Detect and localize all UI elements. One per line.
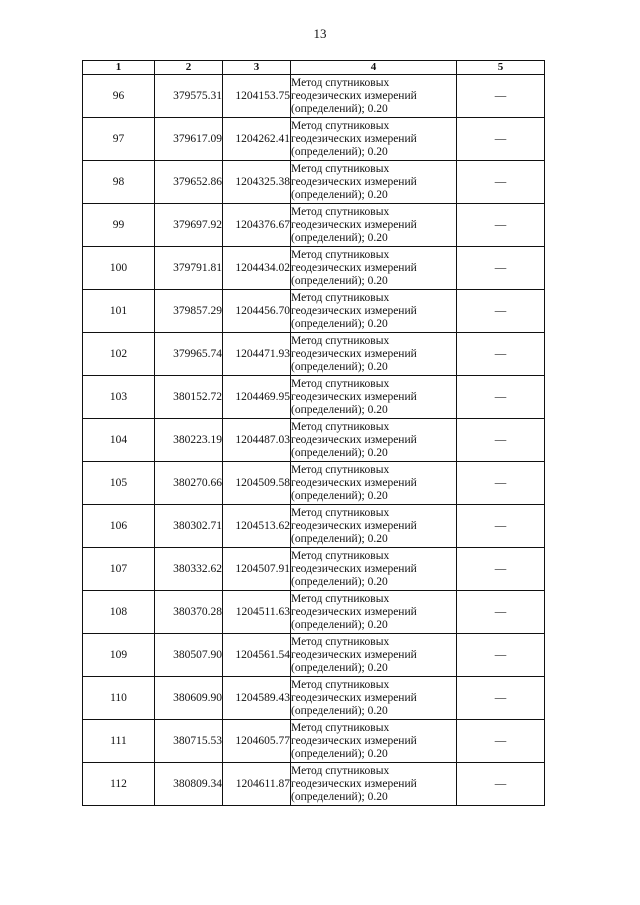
- method-line: геодезических измерений: [291, 476, 417, 489]
- method-cell: [291, 333, 457, 376]
- method-line: Метод спутниковых: [291, 549, 390, 562]
- x-coordinate-cell: 380223.19: [155, 419, 223, 462]
- note-cell: —: [457, 333, 545, 376]
- table-row: [83, 376, 545, 419]
- method-line: геодезических измерений: [291, 691, 417, 704]
- note-cell: —: [457, 419, 545, 462]
- method-cell: [291, 591, 457, 634]
- method-line: Метод спутниковых: [291, 162, 390, 175]
- note-cell: —: [457, 75, 545, 118]
- method-line: (определений); 0.20: [291, 704, 388, 717]
- method-line: геодезических измерений: [291, 734, 417, 747]
- method-line: Метод спутниковых: [291, 119, 390, 132]
- point-number-cell: 102: [83, 333, 155, 376]
- y-coordinate-cell: 1204262.41: [223, 118, 291, 161]
- y-coordinate-cell: 1204561.54: [223, 634, 291, 677]
- y-coordinate-cell: 1204513.62: [223, 505, 291, 548]
- point-number-cell: 100: [83, 247, 155, 290]
- method-line: (определений); 0.20: [291, 790, 388, 803]
- point-number-cell: 111: [83, 720, 155, 763]
- method-line: геодезических измерений: [291, 562, 417, 575]
- table-row: [83, 505, 545, 548]
- y-coordinate-cell: 1204376.67: [223, 204, 291, 247]
- method-line: (определений); 0.20: [291, 274, 388, 287]
- point-number-cell: 99: [83, 204, 155, 247]
- point-number-cell: 98: [83, 161, 155, 204]
- y-coordinate-cell: 1204487.03: [223, 419, 291, 462]
- x-coordinate-cell: 380715.53: [155, 720, 223, 763]
- point-number-cell: 103: [83, 376, 155, 419]
- point-number-cell: 105: [83, 462, 155, 505]
- table-row: [83, 634, 545, 677]
- method-cell: [291, 161, 457, 204]
- coordinates-table: [82, 60, 545, 806]
- method-line: геодезических измерений: [291, 519, 417, 532]
- x-coordinate-cell: 380609.90: [155, 677, 223, 720]
- method-line: (определений); 0.20: [291, 618, 388, 631]
- method-line: геодезических измерений: [291, 777, 417, 790]
- y-coordinate-cell: 1204611.87: [223, 763, 291, 806]
- table-header-row: [83, 61, 545, 75]
- column-header-4: 4: [291, 61, 457, 75]
- x-coordinate-cell: 379697.92: [155, 204, 223, 247]
- x-coordinate-cell: 380152.72: [155, 376, 223, 419]
- method-line: (определений); 0.20: [291, 532, 388, 545]
- note-cell: —: [457, 247, 545, 290]
- method-line: (определений); 0.20: [291, 145, 388, 158]
- method-line: геодезических измерений: [291, 605, 417, 618]
- column-header-2: 2: [155, 61, 223, 75]
- y-coordinate-cell: 1204511.63: [223, 591, 291, 634]
- point-number-cell: 108: [83, 591, 155, 634]
- method-line: Метод спутниковых: [291, 248, 390, 261]
- method-line: (определений); 0.20: [291, 188, 388, 201]
- method-line: Метод спутниковых: [291, 721, 390, 734]
- x-coordinate-cell: 379791.81: [155, 247, 223, 290]
- note-cell: —: [457, 591, 545, 634]
- method-line: геодезических измерений: [291, 347, 417, 360]
- method-line: (определений); 0.20: [291, 231, 388, 244]
- method-line: Метод спутниковых: [291, 420, 390, 433]
- table-row: [83, 677, 545, 720]
- table-row: [83, 75, 545, 118]
- method-cell: [291, 247, 457, 290]
- x-coordinate-cell: 379652.86: [155, 161, 223, 204]
- x-coordinate-cell: 379575.31: [155, 75, 223, 118]
- note-cell: —: [457, 118, 545, 161]
- y-coordinate-cell: 1204325.38: [223, 161, 291, 204]
- method-cell: [291, 720, 457, 763]
- y-coordinate-cell: 1204589.43: [223, 677, 291, 720]
- point-number-cell: 97: [83, 118, 155, 161]
- point-number-cell: 101: [83, 290, 155, 333]
- method-cell: [291, 462, 457, 505]
- x-coordinate-cell: 379617.09: [155, 118, 223, 161]
- note-cell: —: [457, 462, 545, 505]
- point-number-cell: 96: [83, 75, 155, 118]
- note-cell: —: [457, 505, 545, 548]
- method-cell: [291, 634, 457, 677]
- method-line: Метод спутниковых: [291, 506, 390, 519]
- note-cell: —: [457, 204, 545, 247]
- note-cell: —: [457, 290, 545, 333]
- point-number-cell: 110: [83, 677, 155, 720]
- note-cell: —: [457, 634, 545, 677]
- table-row: [83, 462, 545, 505]
- method-line: (определений); 0.20: [291, 403, 388, 416]
- table-row: [83, 763, 545, 806]
- column-header-3: 3: [223, 61, 291, 75]
- note-cell: —: [457, 763, 545, 806]
- method-line: геодезических измерений: [291, 175, 417, 188]
- table-row: [83, 419, 545, 462]
- x-coordinate-cell: 380302.71: [155, 505, 223, 548]
- page-number: 13: [313, 26, 327, 41]
- method-line: (определений); 0.20: [291, 446, 388, 459]
- point-number-cell: 106: [83, 505, 155, 548]
- method-line: Метод спутниковых: [291, 764, 390, 777]
- method-line: (определений); 0.20: [291, 489, 388, 502]
- method-line: геодезических измерений: [291, 261, 417, 274]
- method-line: геодезических измерений: [291, 304, 417, 317]
- method-line: Метод спутниковых: [291, 678, 390, 691]
- table-row: [83, 118, 545, 161]
- method-line: Метод спутниковых: [291, 291, 390, 304]
- method-line: Метод спутниковых: [291, 76, 390, 89]
- note-cell: —: [457, 677, 545, 720]
- method-cell: [291, 677, 457, 720]
- x-coordinate-cell: 380332.62: [155, 548, 223, 591]
- table-row: [83, 204, 545, 247]
- y-coordinate-cell: 1204509.58: [223, 462, 291, 505]
- table-row: [83, 333, 545, 376]
- table-row: [83, 161, 545, 204]
- x-coordinate-cell: 380809.34: [155, 763, 223, 806]
- method-line: (определений); 0.20: [291, 317, 388, 330]
- method-cell: [291, 376, 457, 419]
- point-number-cell: 107: [83, 548, 155, 591]
- table-body: [83, 75, 545, 806]
- method-cell: [291, 290, 457, 333]
- table-row: [83, 720, 545, 763]
- x-coordinate-cell: 379965.74: [155, 333, 223, 376]
- y-coordinate-cell: 1204507.91: [223, 548, 291, 591]
- method-line: Метод спутниковых: [291, 334, 390, 347]
- method-line: геодезических измерений: [291, 433, 417, 446]
- method-line: (определений); 0.20: [291, 102, 388, 115]
- method-cell: [291, 204, 457, 247]
- method-line: Метод спутниковых: [291, 592, 390, 605]
- method-line: геодезических измерений: [291, 218, 417, 231]
- note-cell: —: [457, 720, 545, 763]
- y-coordinate-cell: 1204153.75: [223, 75, 291, 118]
- method-line: (определений); 0.20: [291, 747, 388, 760]
- x-coordinate-cell: 380270.66: [155, 462, 223, 505]
- y-coordinate-cell: 1204605.77: [223, 720, 291, 763]
- column-header-1: 1: [83, 61, 155, 75]
- y-coordinate-cell: 1204471.93: [223, 333, 291, 376]
- x-coordinate-cell: 380507.90: [155, 634, 223, 677]
- method-line: геодезических измерений: [291, 89, 417, 102]
- method-line: геодезических измерений: [291, 390, 417, 403]
- table-row: [83, 591, 545, 634]
- note-cell: —: [457, 376, 545, 419]
- y-coordinate-cell: 1204469.95: [223, 376, 291, 419]
- table-row: [83, 548, 545, 591]
- method-cell: [291, 419, 457, 462]
- method-cell: [291, 548, 457, 591]
- point-number-cell: 109: [83, 634, 155, 677]
- method-cell: [291, 763, 457, 806]
- point-number-cell: 104: [83, 419, 155, 462]
- table-row: [83, 247, 545, 290]
- method-cell: [291, 118, 457, 161]
- method-line: Метод спутниковых: [291, 205, 390, 218]
- note-cell: —: [457, 161, 545, 204]
- method-line: (определений); 0.20: [291, 575, 388, 588]
- column-header-5: 5: [457, 61, 545, 75]
- method-line: (определений); 0.20: [291, 360, 388, 373]
- method-cell: [291, 505, 457, 548]
- method-line: Метод спутниковых: [291, 377, 390, 390]
- x-coordinate-cell: 380370.28: [155, 591, 223, 634]
- point-number-cell: 112: [83, 763, 155, 806]
- method-line: (определений); 0.20: [291, 661, 388, 674]
- method-cell: [291, 75, 457, 118]
- note-cell: —: [457, 548, 545, 591]
- table-row: [83, 290, 545, 333]
- method-line: Метод спутниковых: [291, 635, 390, 648]
- method-line: геодезических измерений: [291, 648, 417, 661]
- x-coordinate-cell: 379857.29: [155, 290, 223, 333]
- method-line: геодезических измерений: [291, 132, 417, 145]
- y-coordinate-cell: 1204456.70: [223, 290, 291, 333]
- y-coordinate-cell: 1204434.02: [223, 247, 291, 290]
- method-line: Метод спутниковых: [291, 463, 390, 476]
